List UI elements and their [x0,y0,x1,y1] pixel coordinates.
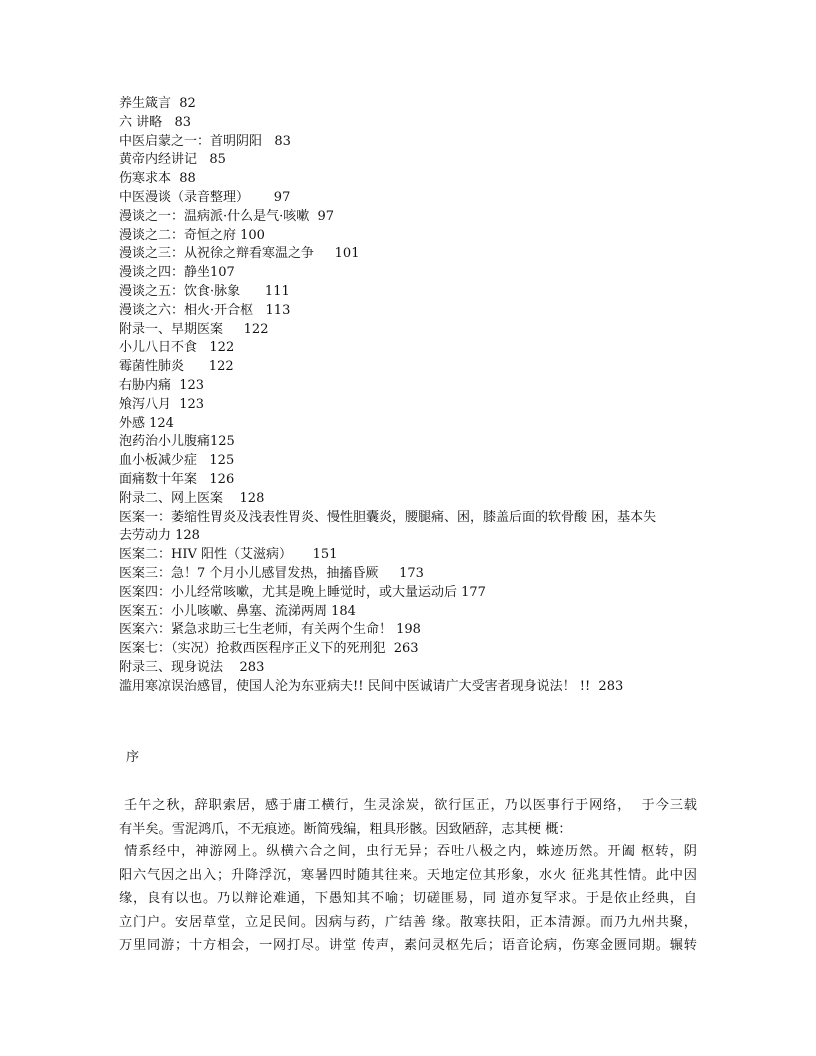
toc-entry: 小儿八日不食 122 [119,340,235,356]
preface-paragraph-2 [119,840,697,958]
toc-entry: 医案三：急！7 个月小儿感冒发热，抽搐昏厥 173 [119,565,424,581]
toc-entry: 面痛数十年案 126 [119,471,235,487]
toc-entry: 泡药治小儿腹痛125 [119,434,235,450]
toc-entry: 中医启蒙之一：首明阴阳 83 [119,133,291,149]
toc-entry: 附录一、早期医案 122 [119,321,269,337]
toc-entry: 血小板减少症 125 [119,453,235,469]
table-of-contents [119,95,699,697]
toc-entry: 右胁内痛 123 [119,377,205,393]
toc-entry: 黄帝内经讲记 85 [119,152,226,168]
toc-entry: 漫谈之五：饮食·脉象 111 [119,283,290,299]
toc-entry: 医案四：小儿经常咳嗽，尤其是晚上睡觉时，或大量运动后 177 [119,584,486,600]
paragraph-line: 立门户。安居草堂，立足民间。因病与药，广结善 缘。散寒扶阳，正本清源。而乃九州共聚， [119,914,697,930]
toc-entry: 漫谈之三：从祝徐之辩看寒温之争 101 [119,246,360,262]
preface-title: 序 [126,750,140,765]
toc-entry: 飧泻八月 123 [119,396,205,412]
preface-paragraph-1 [119,794,697,841]
toc-entry: 外感 124 [119,415,174,431]
toc-entry: 漫谈之六：相火·开合枢 113 [119,302,291,318]
paragraph-line: 壬午之秋，辞职索居，感于庸工横行，生灵涂炭，欲行匡正，乃以医事行于网络， 于今三载 [119,798,697,813]
toc-entry: 中医漫谈（录音整理） 97 [119,189,291,205]
toc-entry: 医案一：萎缩性胃炎及浅表性胃炎、慢性胆囊炎，腰腿痛、困，膝盖后面的软骨酸 困，基本失 [119,509,657,525]
toc-entry: 医案六：紧急求助三七生老师，有关两个生命！ 198 [119,622,421,638]
toc-entry: 伤寒求本 88 [119,171,196,187]
toc-entry: 六 讲略 83 [119,114,192,130]
toc-entry: 养生箴言 82 [119,96,196,111]
paragraph-line: 万里同游；十方相会，一网打尽。讲堂 传声，素问灵枢先后；语音论病，伤寒金匮同期。辗转 [119,938,697,953]
toc-entry: 去劳动力 128 [119,528,200,544]
paragraph-line: 情系经中，神游网上。纵横六合之间，虫行无异；吞吐八极之内，蛛迹历然。开阖 枢转，阴 [119,844,697,859]
toc-entry: 滥用寒凉误治感冒，使国人沦为东亚病夫!! 民间中医诚请广大受害者现身说法！ !! 283 [119,678,624,694]
toc-entry: 附录二、网上医案 128 [119,490,265,506]
paragraph-line: 缘，良有以也。乃以辩论难通，下愚知其不喻；切磋匪易，同 道亦复罕求。于是依止经典，自 [119,891,697,906]
toc-entry: 霉菌性肺炎 122 [119,359,234,375]
toc-entry: 医案二：HIV 阳性（艾滋病） 151 [119,547,338,563]
toc-entry: 附录三、现身说法 283 [119,659,265,675]
toc-entry: 漫谈之一：温病派·什么是气·咳嗽 97 [119,208,335,224]
toc-entry: 医案五：小儿咳嗽、鼻塞、流涕两周 184 [119,603,356,619]
toc-entry: 漫谈之二：奇恒之府 100 [119,227,265,243]
paragraph-line: 有半矣。雪泥鸿爪，不无痕迹。断简残编，粗具形骸。因致陋辞，志其梗 概： [119,821,572,837]
toc-entry: 漫谈之四：静坐107 [119,265,235,281]
paragraph-line: 阳六气因之出入；升降浮沉，寒暑四时随其往来。天地定位其形象，水火 征兆其性情。此中因 [119,867,697,883]
toc-entry: 医案七：（实况）抢救西医程序正义下的死刑犯 263 [119,641,419,657]
